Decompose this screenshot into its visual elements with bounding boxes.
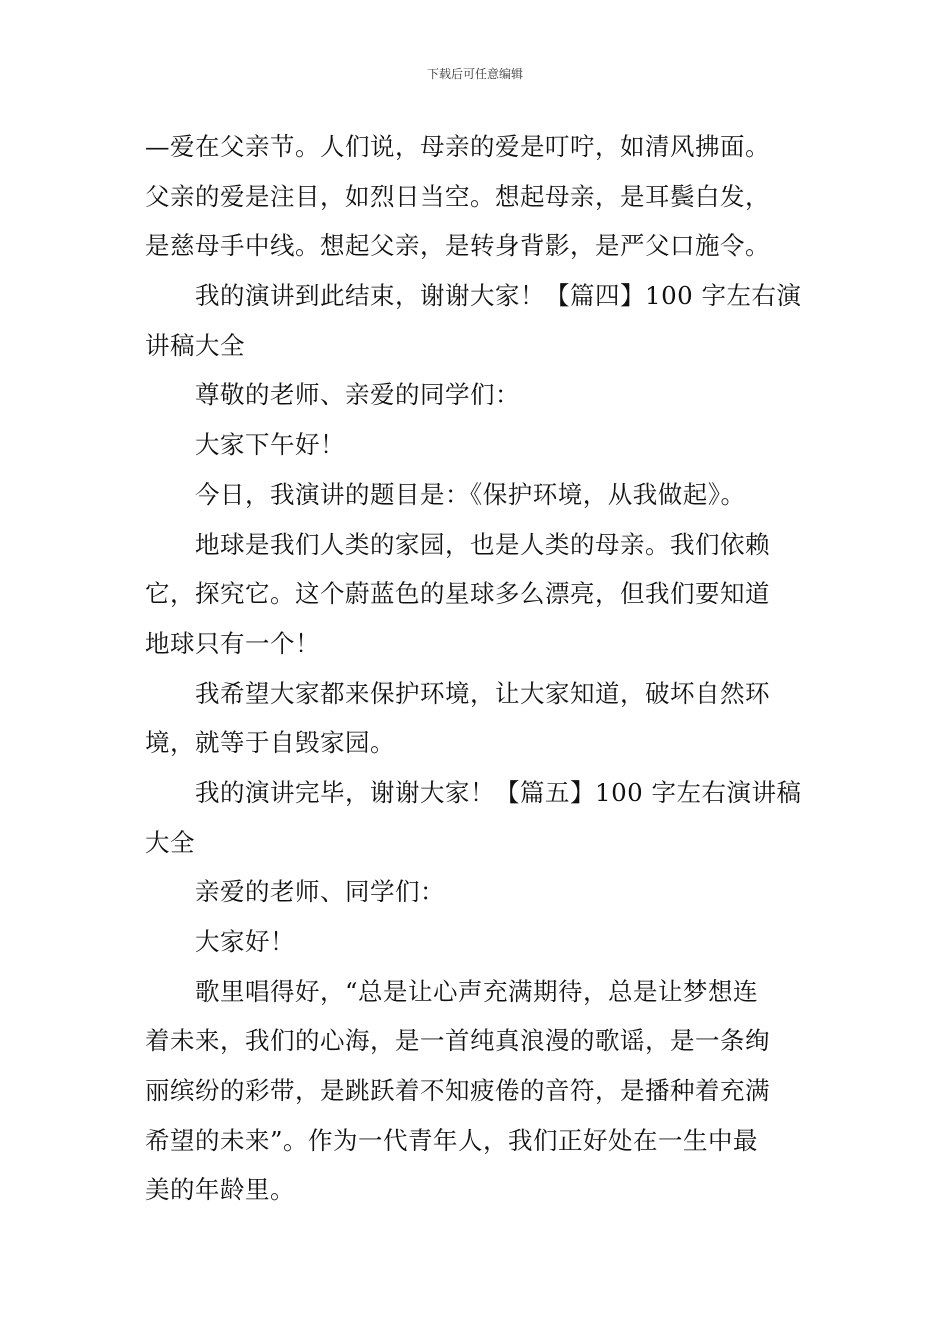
salutation-line: 亲爱的老师、同学们： [195,877,445,907]
greeting-line: 大家好！ [195,927,295,956]
text-line: 地球只有一个！ [145,628,320,658]
document-body [145,122,815,1215]
text-line: 我希望大家都来保护环境，让大家知道，破坏自然环 [195,678,770,708]
text-line: 父亲的爱是注目，如烈日当空。想起母亲，是耳鬓白发， [145,181,770,211]
text-line: —爱在父亲节。人们说，母亲的爱是叮咛，如清风拂面。 [145,132,770,161]
text-line: 是慈母手中线。想起父亲，是转身背影，是严父口施令。 [145,231,770,261]
page-header-note: 下载后可任意编辑 [426,67,523,81]
text-line: 讲稿大全 [145,330,245,360]
text-line: 歌里唱得好，“总是让心声充满期待，总是让梦想连 [195,976,759,1006]
text-line: 丽缤纷的彩带，是跳跃着不知疲倦的音符，是播种着充满 [145,1076,770,1106]
text-line: 我的演讲完毕，谢谢大家！【篇五】100 字左右演讲稿 [195,777,802,807]
text-line: 美的年龄里。 [145,1175,295,1205]
text-line: 今日，我演讲的题目是：《保护环境，从我做起》。 [195,479,746,509]
text-line: 我的演讲到此结束，谢谢大家！【篇四】100 字左右演 [195,281,802,311]
text-line: 着未来，我们的心海，是一首纯真浪漫的歌谣，是一条绚 [145,1026,770,1056]
greeting-line: 大家下午好！ [195,430,345,460]
salutation-line: 尊敬的老师、亲爱的同学们： [195,380,520,410]
text-line: 它，探究它。这个蔚蓝色的星球多么漂亮，但我们要知道 [145,579,770,609]
text-line: 希望的未来”。作为一代青年人，我们正好处在一生中最 [145,1125,759,1155]
text-line: 大全 [145,827,195,857]
text-line: 地球是我们人类的家园，也是人类的母亲。我们依赖 [195,529,770,559]
text-line: 境，就等于自毁家园。 [145,728,395,758]
